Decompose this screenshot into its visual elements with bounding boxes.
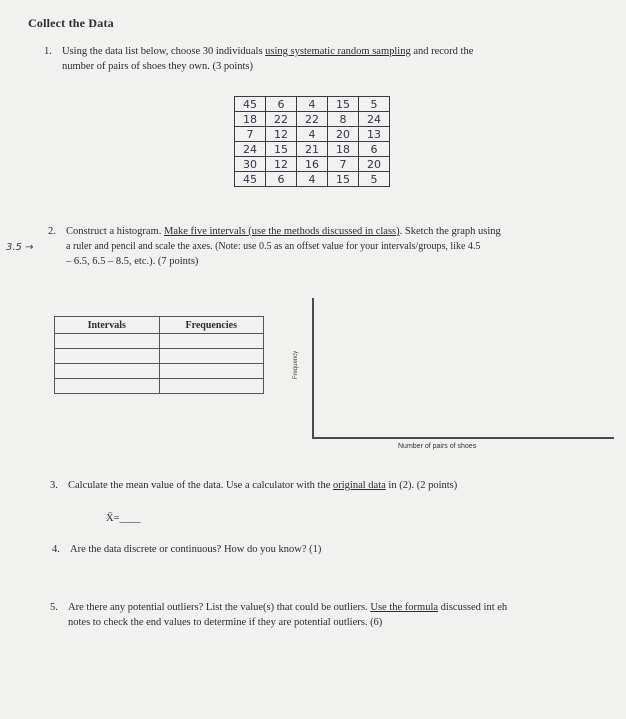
data-table-cell: 20	[359, 157, 390, 172]
frequencies-header: Frequencies	[159, 317, 264, 334]
question-4	[52, 542, 612, 557]
data-table-cell: 7	[328, 157, 359, 172]
mean-answer	[106, 511, 141, 526]
data-table-cell: 5	[359, 97, 390, 112]
frequency-cell	[159, 349, 264, 364]
data-table	[234, 96, 390, 187]
margin-note: 3.5 →	[6, 242, 34, 253]
y-axis	[312, 298, 314, 438]
question-2-line-3: – 6.5, 6.5 – 8.5, etc.). (7 points)	[66, 256, 199, 267]
question-1-number: 1.	[44, 46, 52, 57]
data-table-row	[235, 142, 390, 157]
question-2-underlined: Make five intervals (use the methods discussed in class)	[164, 226, 400, 237]
intervals-header: Intervals	[55, 317, 160, 334]
question-2	[48, 224, 608, 269]
data-table-cell: 16	[297, 157, 328, 172]
frequency-table-row	[55, 379, 264, 394]
interval-cell	[55, 379, 160, 394]
question-2-line-2: a ruler and pencil and scale the axes. (Note: use 0.5 as an offset value for your intervals/groups, like 4.5	[66, 241, 481, 252]
data-table-cell: 4	[297, 127, 328, 142]
question-1-underlined: using systematic random sampling	[265, 46, 411, 57]
data-table-row	[235, 172, 390, 187]
data-table-cell: 22	[297, 112, 328, 127]
frequency-table-row	[55, 364, 264, 379]
question-1	[44, 44, 584, 74]
data-table-cell: 18	[328, 142, 359, 157]
question-3-underlined: original data	[333, 480, 386, 491]
data-table-cell: 45	[235, 172, 266, 187]
frequency-table-row	[55, 334, 264, 349]
question-3	[50, 478, 610, 493]
x-axis-label: Number of pairs of shoes	[398, 443, 477, 450]
data-table-cell: 12	[266, 127, 297, 142]
question-3-number: 3.	[50, 480, 58, 491]
data-table-cell: 12	[266, 157, 297, 172]
data-table-cell: 24	[359, 112, 390, 127]
data-table-cell: 45	[235, 97, 266, 112]
question-3-text-b: in (2). (2 points)	[385, 480, 458, 491]
data-table-cell: 20	[328, 127, 359, 142]
question-2-line-1	[48, 224, 608, 239]
data-table-cell: 30	[235, 157, 266, 172]
frequency-cell	[159, 379, 264, 394]
data-table-row	[235, 97, 390, 112]
data-table-row	[235, 127, 390, 142]
data-table-cell: 6	[359, 142, 390, 157]
question-4-number: 4.	[52, 544, 60, 555]
question-1-text-a: Using the data list below, choose 30 individuals	[62, 46, 266, 57]
mean-answer-label: X̄=	[106, 513, 120, 524]
data-table-cell: 4	[297, 172, 328, 187]
question-5-number: 5.	[50, 602, 58, 613]
question-1-line-2: number of pairs of shoes they own. (3 points)	[62, 61, 254, 72]
data-table-cell: 15	[328, 172, 359, 187]
question-3-text-a: Calculate the mean value of the data. Use a calculator with the	[68, 480, 334, 491]
page-title: Collect the Data	[28, 16, 114, 30]
question-5	[50, 600, 616, 630]
frequency-cell	[159, 364, 264, 379]
question-4-text: Are the data discrete or continuous? How do you know? (1)	[70, 544, 322, 555]
data-table-cell: 4	[297, 97, 328, 112]
data-table-cell: 5	[359, 172, 390, 187]
data-table-cell: 15	[328, 97, 359, 112]
interval-cell	[55, 364, 160, 379]
y-axis-label: Frequency	[293, 350, 299, 380]
data-table-cell: 24	[235, 142, 266, 157]
data-table-cell: 22	[266, 112, 297, 127]
question-5-text-a: Are there any potential outliers? List the value(s) that could be outliers.	[68, 602, 371, 613]
question-1-text-b: and record the	[410, 46, 474, 57]
question-2-number: 2.	[48, 226, 56, 237]
data-table-cell: 15	[266, 142, 297, 157]
interval-cell	[55, 334, 160, 349]
frequency-table	[54, 316, 264, 394]
data-table-row	[235, 112, 390, 127]
interval-cell	[55, 349, 160, 364]
question-5-line-2: notes to check the end values to determine if they are potential outliers. (6)	[68, 617, 383, 628]
data-table-cell: 8	[328, 112, 359, 127]
mean-answer-blank: ____	[119, 513, 141, 524]
question-2-text-b: . Sketch the graph using	[399, 226, 501, 237]
data-table-cell: 6	[266, 172, 297, 187]
frequency-cell	[159, 334, 264, 349]
question-5-underlined: Use the formula	[370, 602, 439, 613]
data-table-cell: 21	[297, 142, 328, 157]
data-table-cell: 18	[235, 112, 266, 127]
data-table-row	[235, 157, 390, 172]
data-table-cell: 13	[359, 127, 390, 142]
data-table-cell: 6	[266, 97, 297, 112]
x-axis	[312, 437, 614, 439]
frequency-table-row	[55, 349, 264, 364]
question-2-text-a: Construct a histogram.	[66, 226, 164, 237]
question-1-line-1	[44, 44, 584, 59]
data-table-cell: 7	[235, 127, 266, 142]
question-5-line-1	[50, 600, 616, 615]
question-5-text-b: discussed int eh	[438, 602, 508, 613]
